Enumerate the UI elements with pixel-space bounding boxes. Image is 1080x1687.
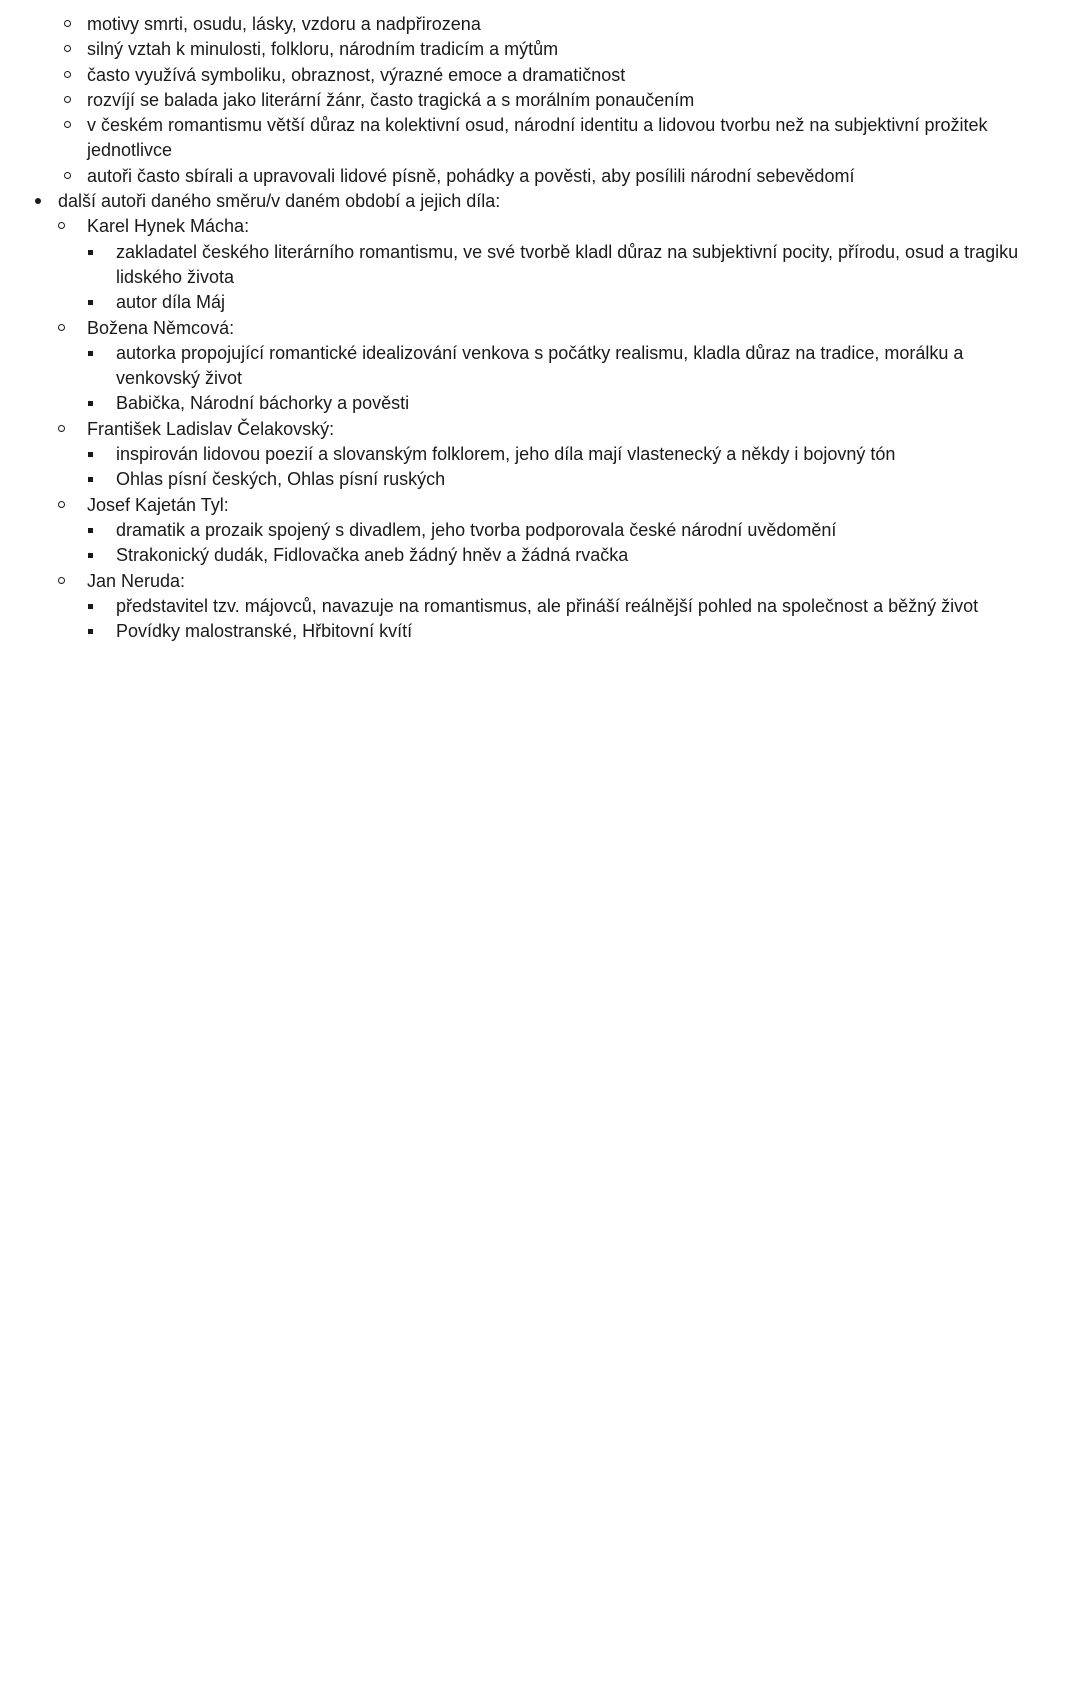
- list-item: autoři často sbírali a upravovali lidové písně, pohádky a pověsti, aby posílili národní sebevědomí: [34, 164, 1050, 189]
- author-details: [87, 341, 1050, 417]
- list-item: silný vztah k minulosti, folkloru, národním tradicím a mýtům: [34, 37, 1050, 62]
- list-item: rozvíjí se balada jako literární žánr, často tragická a s morálním ponaučením: [34, 88, 1050, 113]
- list-item: inspirován lidovou poezií a slovanským folklorem, jeho díla mají vlastenecký a někdy i bojovný tón: [87, 442, 1050, 467]
- list-item: zakladatel českého literárního romantismu, ve své tvorbě kladl důraz na subjektivní pocity, přírodu, osud a tragiku lidského života: [87, 240, 1050, 291]
- list-item: autor díla Máj: [87, 290, 1050, 315]
- authors-list: [58, 214, 1050, 644]
- author-details: [87, 442, 1050, 493]
- author-item-tyl: Josef Kajetán Tyl: dramatik a prozaik spojený s divadlem, jeho tvorba podporovala české národní uvědomění Strakonický dudák, Fidlovačka aneb žádný hněv a žádná rvačka: [58, 493, 1050, 569]
- author-details: [87, 240, 1050, 316]
- list-item: Povídky malostranské, Hřbitovní kvítí: [87, 619, 1050, 644]
- list-item: autorka propojující romantické idealizování venkova s počátky realismu, kladla důraz na tradice, morálku a venkovský život: [87, 341, 1050, 392]
- author-details: [87, 594, 1050, 645]
- list-item: motivy smrti, osudu, lásky, vzdoru a nadpřirozena: [34, 12, 1050, 37]
- authors-section: [34, 189, 1050, 644]
- list-item: představitel tzv. májovců, navazuje na romantismus, ale přináší reálnější pohled na společnost a běžný život: [87, 594, 1050, 619]
- author-item-macha: Karel Hynek Mácha: zakladatel českého literárního romantismu, ve své tvorbě kladl důraz na subjektivní pocity, přírodu, osud a tragiku lidského života autor díla Máj: [58, 214, 1050, 315]
- list-item: Strakonický dudák, Fidlovačka aneb žádný hněv a žádná rvačka: [87, 543, 1050, 568]
- section-heading-item: další autoři daného směru/v daném období a jejich díla: Karel Hynek Mácha: zakladatel českého literárního romantismu, ve své tvorbě kladl důraz na subjektivní pocity, přírodu, osud a tragiku lidského života autor díla Máj Božena Němcová: autorka propojující romantické idealizování venkova s počátky realismu, kladla důraz na tradice, morálku a venkovský život Babička, Národní báchorky a pověsti František Ladislav Čelakovský: inspirován lidovou poezií a slovanským folklorem, jeho díla mají vlastenecký a někdy i bojovný tón Ohlas písní českých, Ohlas písní ruských Josef Kajetán Tyl: dramatik a prozaik spojený s divadlem, jeho tvorba podporovala české národní uvědomění Strakonický dudák, Fidlovačka aneb žádný hněv a žádná rvačka Jan Neruda: představitel tzv. májovců, navazuje na romantismus, ale přináší reálnější pohled na společnost a běžný život Povídky malostranské, Hřbitovní kvítí: [34, 189, 1050, 644]
- list-item: Babička, Národní báchorky a pověsti: [87, 391, 1050, 416]
- list-item: často využívá symboliku, obraznost, výrazné emoce a dramatičnost: [34, 63, 1050, 88]
- list-item: v českém romantismu větší důraz na kolektivní osud, národní identitu a lidovou tvorbu než na subjektivní prožitek jednotlivce: [34, 113, 1050, 164]
- document-body: [0, 0, 1080, 644]
- intro-list: [34, 12, 1050, 189]
- list-item: Ohlas písní českých, Ohlas písní ruských: [87, 467, 1050, 492]
- author-item-celakovsky: František Ladislav Čelakovský: inspirován lidovou poezií a slovanským folklorem, jeho díla mají vlastenecký a někdy i bojovný tón Ohlas písní českých, Ohlas písní ruských: [58, 417, 1050, 493]
- author-item-nemcova: Božena Němcová: autorka propojující romantické idealizování venkova s počátky realismu, kladla důraz na tradice, morálku a venkovský život Babička, Národní báchorky a pověsti: [58, 316, 1050, 417]
- list-item: dramatik a prozaik spojený s divadlem, jeho tvorba podporovala české národní uvědomění: [87, 518, 1050, 543]
- author-item-neruda: Jan Neruda: představitel tzv. májovců, navazuje na romantismus, ale přináší reálnější pohled na společnost a běžný život Povídky malostranské, Hřbitovní kvítí: [58, 569, 1050, 645]
- author-details: [87, 518, 1050, 569]
